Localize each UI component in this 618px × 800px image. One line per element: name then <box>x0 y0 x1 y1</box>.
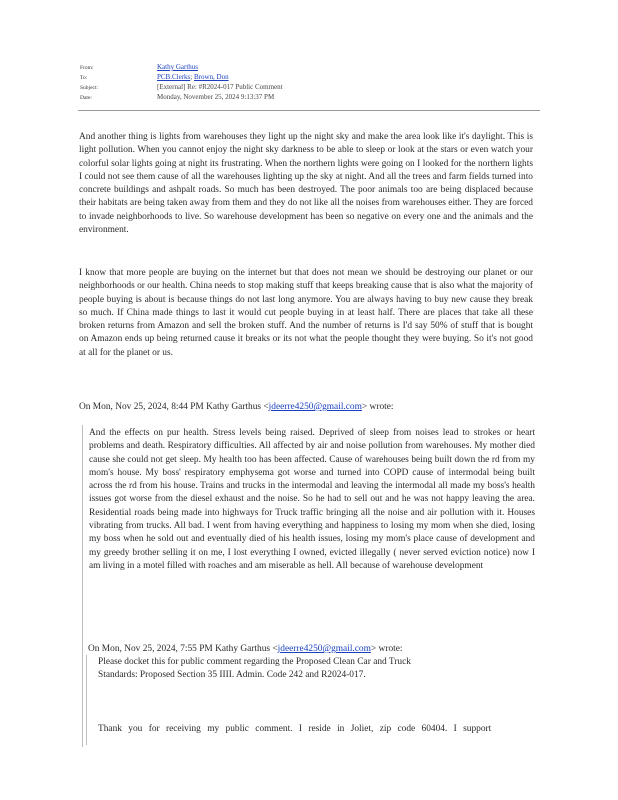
quote-bar-level-1 <box>82 425 83 747</box>
date-row <box>80 92 540 102</box>
to-label: To: <box>80 75 88 81</box>
reply-2-attribution <box>88 643 403 656</box>
reply-1-email-link[interactable]: jdeerre4250@gmail.com <box>268 402 362 412</box>
reply-2-attribution-suffix: > wrote: <box>370 644 403 654</box>
reply-2-email-link[interactable]: jdeerre4250@gmail.com <box>277 644 371 654</box>
date-label: Date: <box>80 95 92 101</box>
body-paragraph-1: And another thing is lights from warehouses they light up the night sky and make the area look like it's daylight. This is light pollution. When you cannot enjoy the night sky darkness to be able to sleep or look at the stars or even watch your colorful solar lights going at night its frustrating. When the northern lights were going on I looked for the northern lights I could not see them cause of all the warehouses lighting up the sky at night. And all the trees and farm fields turned into concrete buildings and ashpalt roads. So much has been destroyed. The poor animals too are being displaced because their habitats are being taken away from them and they do not like all the noises from warehouses either. They are forced to invade neighborhoods to live. So warehouse development has been so negative on every one and the animals and the environment. <box>79 132 533 236</box>
subject-row <box>80 82 540 92</box>
reply-2-attribution-prefix: On Mon, Nov 25, 2024, 7:55 PM Kathy Garthus < <box>88 644 278 654</box>
subject-value: [External] Re: #R2024-017 Public Comment <box>157 83 283 91</box>
subject-label: Subject: <box>80 85 99 91</box>
reply-1-quoted-text: And the effects on pur health. Stress levels being raised. Deprived of sleep from noises lead to strokes or heart problems and death. Respiratory difficulties. All affected by air and noise pollution from warehouses. My mother died cause she could not get sleep. My health too has been affected. Cause of warehouses being built down the rd from my mom's house. My boss' respiratory emphysema got worse and turned into COPD cause of intermodal being built across the rd from his house. Trains and trucks in the intermodal and leaving the intermodal all made my boss's health issues got worse from the diesel exhaust and the noise. So he had to sell out and he was not happy leaving the area. Residential roads being made into highways for Truck traffic bringing all the noise and air pollution with it. Houses vibrating from trucks. All bad. I went from having everything and happiness to losing my mom when she died, losing my boss when he sold out and eventually died of his health issues, losing my mom's place cause of development and my greedy brother selling it on me, I lost everything I owned, evicted illegally ( never served eviction notice) now I am living in a motel filled with roaches and am miserable as hell. All because of warehouse development <box>89 428 535 571</box>
body-paragraph-2: I know that more people are buying on the internet but that does not mean we should be destroying our planet or our neighborhoods or our health. China needs to stop making stuff that keeps breaking cause that is also what the majority of people buying is about is because things do not last long anymore. You are always having to buy new cause they break so much. If China made things to last it would cut people buying in at least half. There are places that take all these broken returns from Amazon and sell the broken stuff. And the number of returns is I'd say 50% of stuff that is bought on Amazon ends up being returned cause it breaks or its not what the people thought they were buying. So it's not good at all for the planet or us. <box>79 268 533 358</box>
from-row <box>80 62 540 72</box>
to-row <box>80 72 540 82</box>
from-sender-link[interactable]: Kathy Garthus <box>157 63 199 71</box>
reply-1-attribution-prefix: On Mon, Nov 25, 2024, 8:44 PM Kathy Garthus < <box>79 402 269 412</box>
reply-1-attribution <box>79 401 394 414</box>
reply-2-quoted-text: Please docket this for public comment regarding the Proposed Clean Car and Truck Standards: Proposed Section 35 IIII. Admin. Code 242 and R2024-017. <box>98 657 411 681</box>
from-label: From: <box>80 65 94 71</box>
to-recipients <box>157 72 229 82</box>
date-value: Monday, November 25, 2024 9:13:37 PM <box>157 93 275 101</box>
email-header <box>80 62 540 102</box>
recipient-separator: ; <box>190 73 194 81</box>
recipient-link-brown-don[interactable]: Brown, Don <box>193 73 229 81</box>
header-divider <box>78 110 540 111</box>
recipient-link-pcb-clerks[interactable]: PCB.Clerks <box>157 73 191 81</box>
quote-bar-level-2 <box>86 655 87 745</box>
reply-1-attribution-suffix: > wrote: <box>361 402 394 412</box>
reply-2-quoted-text-continued: Thank you for receiving my public comment. I reside in Joliet, zip code 60404. I support <box>98 724 492 734</box>
